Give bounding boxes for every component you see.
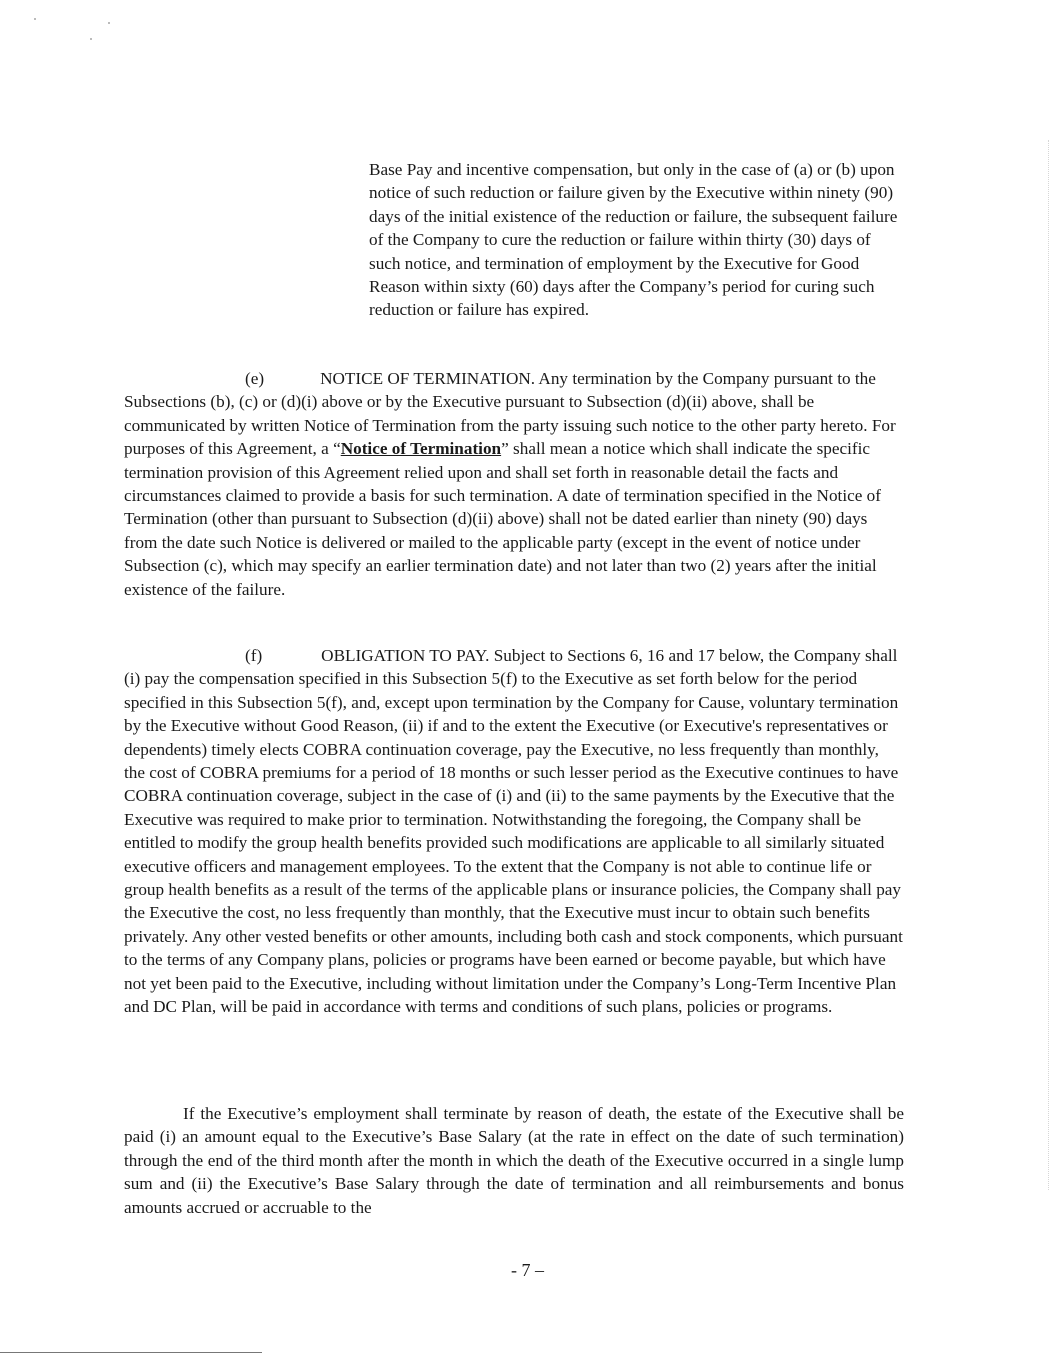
paragraph-text: Base Pay and incentive compensation, but only in the case of (a) or (b) upon notice of such reduction or failure given by the Executive within ninety (90) days of the initial existence of the reduction or failure, the subsequent failure of the Company to cure the reduction or failure within thirty (30) days of such notice, and termination of employment by the Executive for Good Reason within sixty (60) days after the Company’s period for curing such reduction or failure has expired. xyxy=(369,160,898,320)
footer-rule xyxy=(0,1352,262,1353)
section-e-notice-of-termination xyxy=(124,367,904,601)
section-e-text-before: NOTICE OF TERMINATION. Any termination by the Company pursuant to the Subsections (b), (c) or (d)(i) above or by the Executive pursuant to Subsection (d)(ii) above, shall be communicated by written Notice of Termination from the party issuing such notice to the other party hereto. For purposes of this Agreement, a “ xyxy=(124,369,896,459)
paragraph-good-reason-continuation xyxy=(369,158,904,322)
page-number: - 7 – xyxy=(511,1260,544,1280)
scan-edge-noise xyxy=(1047,140,1049,1190)
section-f-obligation-to-pay xyxy=(124,644,904,1019)
paragraph-death-termination xyxy=(124,1102,904,1219)
section-f-label: (f) xyxy=(245,646,263,665)
section-e-text-after: ” shall mean a notice which shall indicate the specific termination provision of this Agreement relied upon and shall set forth in reasonable detail the facts and circumstances claimed to provide a basis for such termination. A date of termination specified in the Notice of Termination (other than pursuant to Subsection (d)(ii) above) shall not be dated earlier than ninety (90) days from the date such Notice is delivered or mailed to the applicable party (except in the event of notice under Subsection (c), which may specify an earlier termination date) and not later than two (2) years after the initial existence of the failure. xyxy=(124,439,881,599)
defined-term-notice-of-termination: Notice of Termination xyxy=(340,439,502,459)
paragraph-text: If the Executive’s employment shall terminate by reason of death, the estate of the Executive shall be paid (i) an amount equal to the Executive’s Base Salary (at the rate in effect on the date of such termination) through the end of the third month after the month in which the death of the Executive occurred in a single lump sum and (ii) the Executive’s Base Salary through the date of termination and all reimbursements and bonus amounts accrued or accruable to the xyxy=(124,1104,904,1217)
scan-artifact xyxy=(108,22,110,24)
scan-artifact xyxy=(34,18,36,20)
section-e-label: (e) xyxy=(245,369,265,388)
section-f-text: OBLIGATION TO PAY. Subject to Sections 6, 16 and 17 below, the Company shall (i) pay the compensation specified in this Subsection 5(f) to the Executive as set forth below for the period specified in this Subsection 5(f), and, except upon termination by the Company for Cause, voluntary termination by the Executive without Good Reason, (ii) if and to the extent the Executive (or Executive's representatives or dependents) timely elects COBRA continuation coverage, pay the Executive, no less frequently than monthly, the cost of COBRA premiums for a period of 18 months or such lesser period as the Executive continues to have COBRA continuation coverage, subject in the case of (i) and (ii) to the same payments by the Executive that the Executive was required to make prior to termination. Notwithstanding the foregoing, the Company shall be entitled to modify the group health benefits provided such modifications are applicable to all similarly situated executive officers and management employees. To the extent that the Company is not able to continue life or group health benefits as a result of the terms of the applicable plans or insurance policies, the Company shall pay the Executive the cost, no less frequently than monthly, that the Executive must incur to obtain such benefits privately. Any other vested benefits or other amounts, including both cash and stock components, which pursuant to the terms of any Company plans, policies or programs have been earned or become payable, but which have not yet been paid to the Executive, including without limitation under the Company’s Long-Term Incentive Plan and DC Plan, will be paid in accordance with terms and conditions of such plans, policies or programs. xyxy=(124,646,903,1017)
scan-artifact xyxy=(90,38,92,40)
